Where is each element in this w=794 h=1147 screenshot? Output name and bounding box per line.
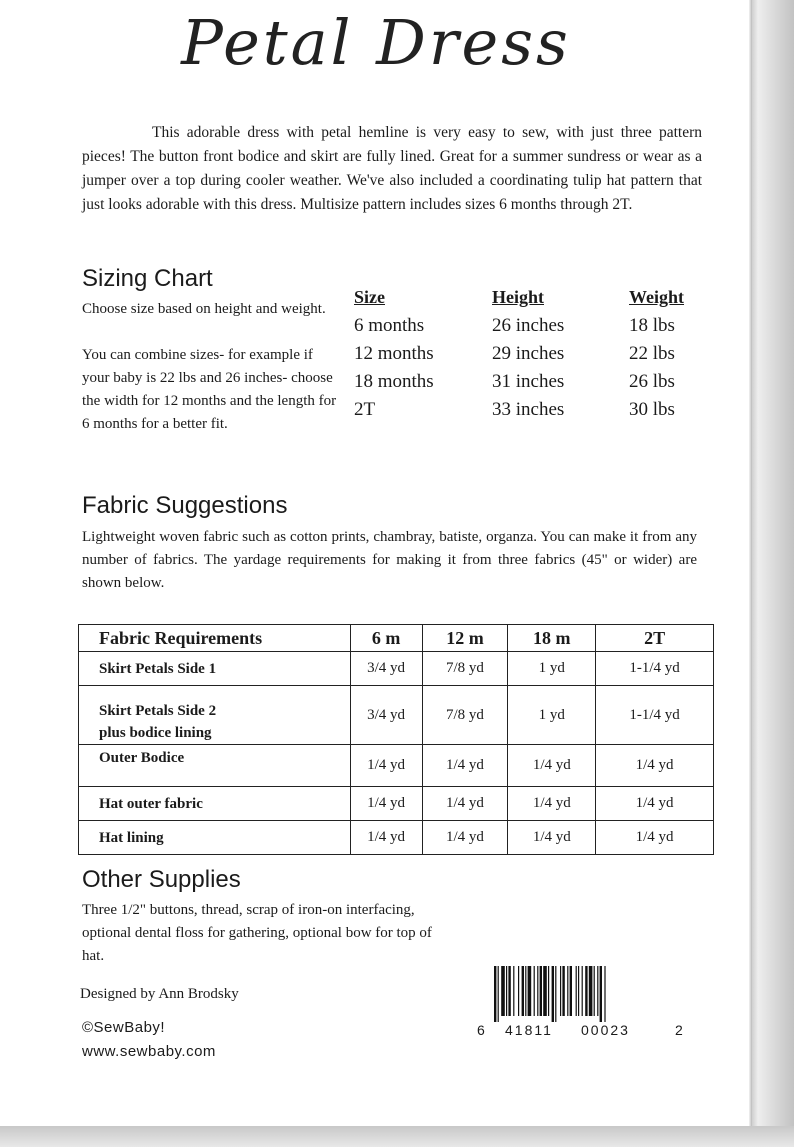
yardage-cell: 3/4 yd — [350, 652, 422, 686]
size-cell: 2T — [354, 399, 376, 420]
table-row — [79, 652, 714, 686]
size-cell: 18 months — [354, 371, 434, 392]
fabric-suggestions-heading: Fabric Suggestions — [82, 492, 288, 519]
weight-column-header: Weight — [629, 287, 685, 307]
sizing-chart-heading: Sizing Chart — [82, 265, 213, 292]
yardage-cell: 1/4 yd — [508, 821, 596, 855]
fabric-label — [79, 686, 351, 745]
fabric-requirements-table — [78, 624, 714, 855]
fabric-label-text: Skirt Petals Side 2 — [99, 703, 217, 719]
height-cell: 33 inches — [492, 399, 565, 420]
designer-credit: Designed by Ann Brodsky — [80, 986, 239, 1002]
requirements-header-row — [79, 625, 714, 652]
website-text: www.sewbaby.com — [82, 1043, 216, 1060]
yardage-cell: 1/4 yd — [596, 787, 714, 821]
yardage-cell: 7/8 yd — [422, 652, 508, 686]
fabric-label-text: Outer Bodice — [99, 750, 185, 766]
size-cell: 12 months — [354, 343, 434, 364]
sizing-text-2: You can combine sizes- for example if your baby is 22 lbs and 26 inches- choose the width for 12 months and the length for 6 months for a better fit. — [82, 347, 337, 432]
weight-cell: 30 lbs — [629, 399, 675, 420]
yardage-cell: 1/4 yd — [508, 787, 596, 821]
yardage-cell: 1/4 yd — [422, 745, 508, 787]
background-right-strip — [752, 0, 794, 1147]
other-supplies-heading: Other Supplies — [82, 866, 241, 893]
height-cell: 31 inches — [492, 371, 565, 392]
barcode-group-1: 41811 — [505, 1022, 553, 1038]
height-cell: 29 inches — [492, 343, 565, 364]
requirements-header-12m: 12 m — [422, 625, 508, 652]
fabric-label — [79, 787, 351, 821]
barcode-digit-right: 2 — [675, 1022, 683, 1038]
yardage-cell: 1/4 yd — [422, 787, 508, 821]
fabric-label — [79, 652, 351, 686]
weight-cell: 18 lbs — [629, 315, 675, 336]
barcode-icon — [494, 966, 664, 1022]
weight-cell: 26 lbs — [629, 371, 675, 392]
height-column-header: Height — [492, 287, 544, 307]
copyright-text: ©SewBaby! — [82, 1019, 166, 1036]
yardage-cell: 7/8 yd — [422, 686, 508, 745]
yardage-cell: 1/4 yd — [422, 821, 508, 855]
other-supplies-text: Three 1/2" buttons, thread, scrap of iron-on interfacing, optional dental floss for gathering, optional bow for top of hat. — [82, 902, 432, 964]
yardage-cell: 1/4 yd — [508, 745, 596, 787]
fabric-label-text: Hat outer fabric — [99, 796, 203, 812]
requirements-header-label: Fabric Requirements — [79, 625, 351, 652]
sizing-row — [354, 343, 714, 371]
page-title: Petal Dress — [181, 6, 571, 79]
barcode-digits — [477, 1022, 687, 1042]
yardage-cell: 1/4 yd — [596, 821, 714, 855]
fabric-label-text: Skirt Petals Side 1 — [99, 661, 217, 677]
fabric-label-subtext: plus bodice lining — [99, 725, 212, 741]
height-cell: 26 inches — [492, 315, 565, 336]
weight-cell: 22 lbs — [629, 343, 675, 364]
sizing-table — [354, 287, 714, 427]
yardage-cell: 1/4 yd — [350, 787, 422, 821]
sizing-row — [354, 399, 714, 427]
barcode-group-2: 00023 — [581, 1022, 630, 1038]
barcode-digit-left: 6 — [477, 1022, 485, 1038]
yardage-cell: 1-1/4 yd — [596, 652, 714, 686]
intro-text: This adorable dress with petal hemline is very easy to sew, with just three pattern pieces! The button front bodice and skirt are fully lined. Great for a summer sundress or wear as a jumper over a top during cooler weather. We've also included a coordinating tulip hat pattern that just looks adorable with this dress. Multisize pattern includes sizes 6 months through 2T. — [82, 124, 702, 213]
table-row — [79, 787, 714, 821]
table-row — [79, 745, 714, 787]
yardage-cell: 1 yd — [508, 652, 596, 686]
yardage-cell: 1/4 yd — [350, 745, 422, 787]
sizing-table-header — [354, 287, 714, 315]
fabric-suggestions-text: Lightweight woven fabric such as cotton prints, chambray, batiste, organza. You can make it from any number of fabrics. The yardage requirements for making it from three fabrics (45" or wider) are shown below. — [82, 529, 697, 591]
table-row — [79, 686, 714, 745]
size-column-header: Size — [354, 287, 385, 307]
requirements-header-18m: 18 m — [508, 625, 596, 652]
sizing-row — [354, 371, 714, 399]
fabric-label — [79, 821, 351, 855]
yardage-cell: 1-1/4 yd — [596, 686, 714, 745]
fabric-label — [79, 745, 351, 787]
table-row — [79, 821, 714, 855]
intro-paragraph — [82, 121, 702, 217]
yardage-cell: 3/4 yd — [350, 686, 422, 745]
sizing-row — [354, 315, 714, 343]
sizing-text-1: Choose size based on height and weight. — [82, 301, 326, 317]
requirements-header-6m: 6 m — [350, 625, 422, 652]
yardage-cell: 1/4 yd — [596, 745, 714, 787]
fabric-label-text: Hat lining — [99, 830, 164, 846]
requirements-header-2t: 2T — [596, 625, 714, 652]
yardage-cell: 1 yd — [508, 686, 596, 745]
size-cell: 6 months — [354, 315, 425, 336]
background-bottom-strip — [0, 1126, 794, 1147]
yardage-cell: 1/4 yd — [350, 821, 422, 855]
